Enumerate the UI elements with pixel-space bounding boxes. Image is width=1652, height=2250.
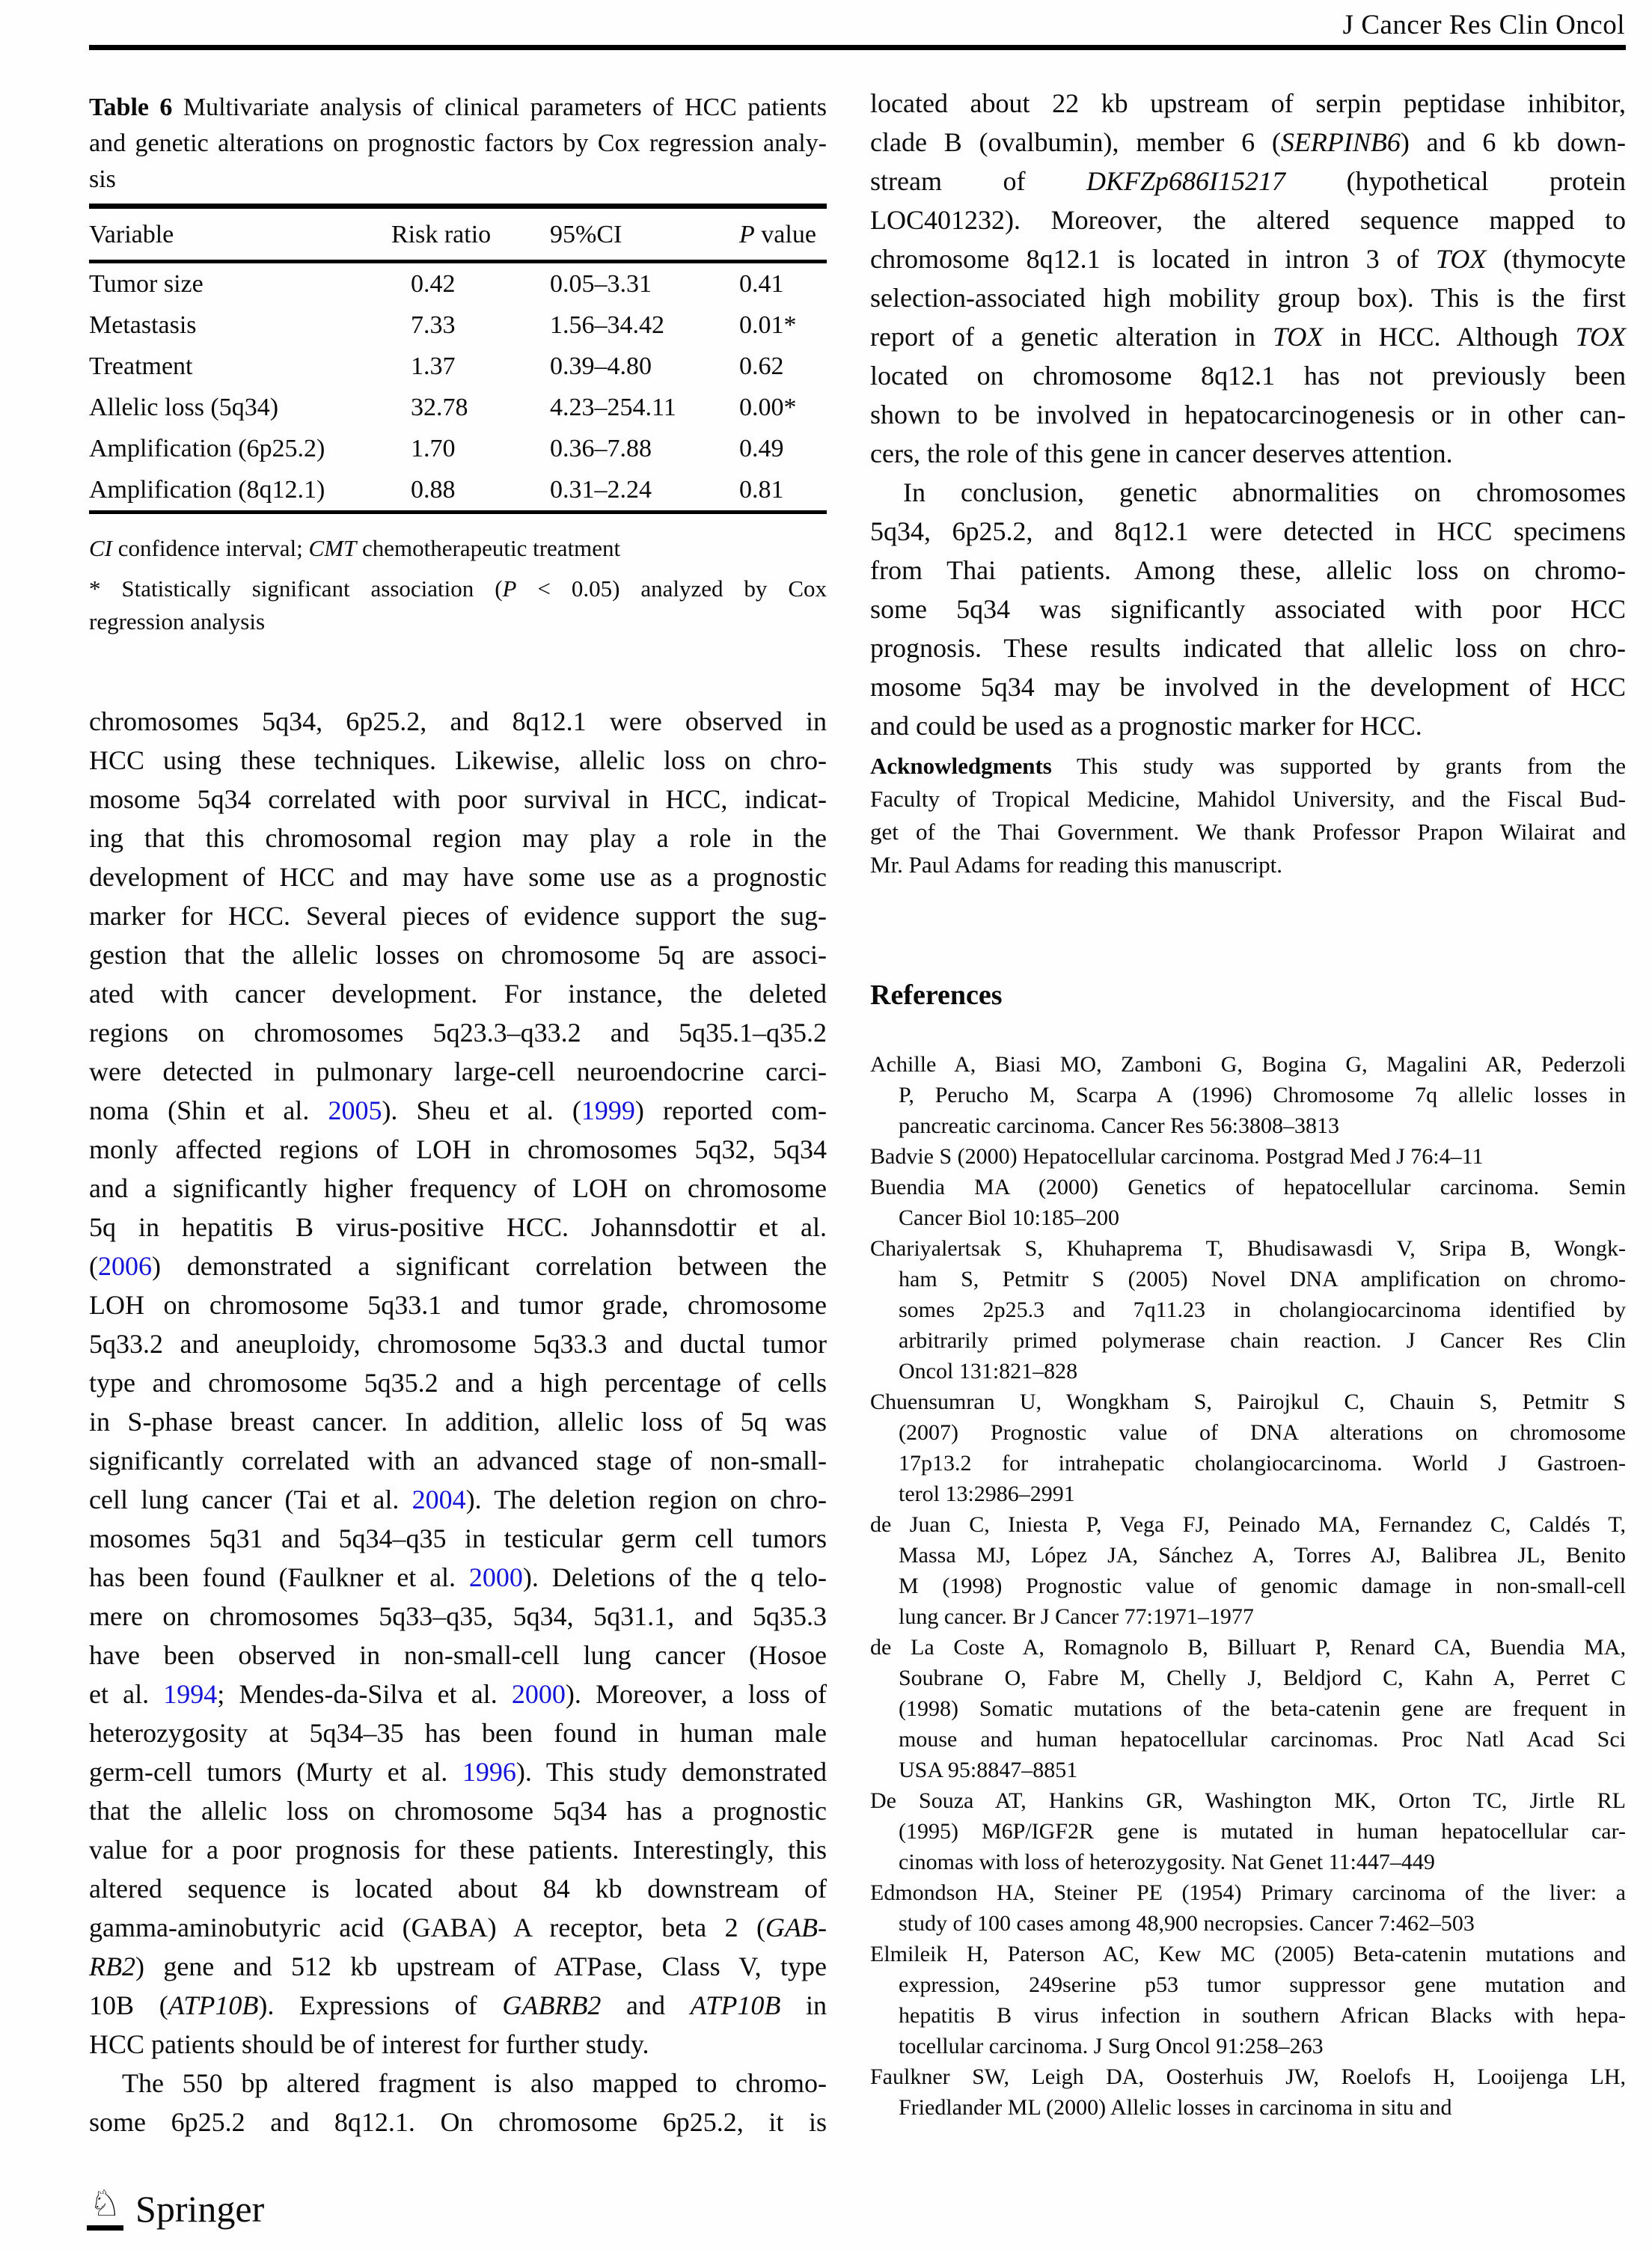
text-line: monly affected regions of LOH in chromosomes 5q32, 5q34 <box>89 1134 827 1164</box>
col-header-p-value: P value <box>739 207 827 262</box>
text-line: Chuensumran U, Wongkham S, Pairojkul C, Chauin S, Petmitr S <box>870 1390 1626 1414</box>
text-line: Oncol 131:821–828 <box>899 1359 1078 1384</box>
reference-item <box>870 1632 1626 1785</box>
table-cell: 0.49 <box>739 434 784 462</box>
text-line: ing that this chromosomal region may play a role in the <box>89 823 827 853</box>
citation-link[interactable]: 2000 <box>468 1562 523 1592</box>
text-line: heterozygosity at 5q34–35 has been found in human male <box>89 1718 827 1748</box>
text-line: prognosis. These results indicated that allelic loss on chro- <box>870 633 1626 663</box>
table-cell: 0.41 <box>739 269 784 298</box>
text-line: somes 2p25.3 and 7q11.23 in cholangiocarcinoma identified by <box>899 1297 1626 1322</box>
text-line: Acknowledgments This study was supported by grants from the <box>870 753 1626 779</box>
text-line: marker for HCC. Several pieces of evidence support the sug- <box>89 901 827 931</box>
table6-header-row <box>89 207 827 262</box>
text-line: located on chromosome 8q12.1 has not previously been <box>870 361 1626 391</box>
text-line: De Souza AT, Hankins GR, Washington MK, Orton TC, Jirtle RL <box>870 1788 1626 1813</box>
table-cell: 0.01* <box>739 311 797 339</box>
text-line: were detected in pulmonary large-cell neuroendocrine carci- <box>89 1057 827 1086</box>
paragraph <box>870 84 1626 473</box>
text-line: ated with cancer development. For instance, the deleted <box>89 979 827 1009</box>
text-line: regression analysis <box>89 608 266 635</box>
text-line: P, Perucho M, Scarpa A (1996) Chromosome 7q allelic losses in <box>899 1083 1626 1107</box>
text-line: Mr. Paul Adams for reading this manuscript. <box>870 852 1283 878</box>
table-cell: Allelic loss (5q34) <box>89 393 279 421</box>
text-line: Massa MJ, López JA, Sánchez A, Torres AJ, Balibrea JL, Benito <box>899 1543 1626 1568</box>
left-column <box>89 90 827 2137</box>
right-column <box>870 84 1626 2120</box>
text-line: development of HCC and may have some use as a prognostic <box>89 862 827 892</box>
text-line: Faulkner SW, Leigh DA, Oosterhuis JW, Roelofs H, Looijenga LH, <box>870 2064 1626 2089</box>
text-line: 5q33.2 and aneuploidy, chromosome 5q33.3 and ductal tumor <box>89 1329 827 1359</box>
text-line: Chariyalertsak S, Khuhaprema T, Bhudisawasdi V, Sripa B, Wongk- <box>870 1236 1626 1261</box>
text-line: 5q in hepatitis B virus-positive HCC. Johannsdottir et al. <box>89 1212 827 1242</box>
text-line: HCC patients should be of interest for further study. <box>89 2029 649 2059</box>
text-line: Faculty of Tropical Medicine, Mahidol University, and the Fiscal Bud- <box>870 786 1626 812</box>
text-line: and a significantly higher frequency of LOH on chromosome <box>89 1173 827 1203</box>
reference-item <box>870 1141 1626 1172</box>
text-line: clade B (ovalbumin), member 6 (SERPINB6) and 6 kb down- <box>870 127 1626 157</box>
text-line: mosome 5q34 correlated with poor survival in HCC, indicat- <box>89 784 827 814</box>
table6-footnote-abbrev: CI confidence interval; CMT chemotherapeutic treatment <box>89 535 621 561</box>
text-line: significantly correlated with an advanced stage of non-small- <box>89 1446 827 1476</box>
text-line: chromosomes 5q34, 6p25.2, and 8q12.1 were observed in <box>89 706 827 736</box>
table-row <box>89 428 827 469</box>
table-cell: 4.23–254.11 <box>550 393 676 421</box>
table-row <box>89 346 827 387</box>
text-line: selection-associated high mobility group box). This is the first <box>870 283 1626 313</box>
table-cell: 0.05–3.31 <box>550 269 652 298</box>
table-cell: 1.37 <box>411 352 456 380</box>
paragraph <box>89 2064 827 2142</box>
table-cell: Metastasis <box>89 311 197 339</box>
header-rule <box>89 45 1626 50</box>
table-cell: 0.88 <box>411 475 456 504</box>
table-row <box>89 262 827 305</box>
text-line: value for a poor prognosis for these patients. Interestingly, this <box>89 1835 827 1865</box>
table-row <box>89 387 827 428</box>
table-cell: Treatment <box>89 352 193 380</box>
text-line: regions on chromosomes 5q23.3–q33.2 and 5q35.1–q35.2 <box>89 1018 827 1048</box>
text-line: located about 22 kb upstream of serpin peptidase inhibitor, <box>870 88 1626 118</box>
table-cell: 7.33 <box>411 311 456 339</box>
citation-link[interactable]: 2004 <box>412 1485 466 1514</box>
text-line: shown to be involved in hepatocarcinogenesis or in other can- <box>870 400 1626 429</box>
col-header-95ci: 95%CI <box>550 207 739 262</box>
text-line: germ-cell tumors (Murty et al. 1996). This study demonstrated <box>89 1757 827 1787</box>
text-line: (2006) demonstrated a significant correlation between the <box>89 1251 827 1281</box>
text-line: and could be used as a prognostic marker for HCC. <box>870 711 1422 741</box>
table-cell: 0.31–2.24 <box>550 475 652 504</box>
citation-link[interactable]: 1994 <box>163 1679 218 1709</box>
reference-item <box>870 1877 1626 1939</box>
text-line: terol 13:2986–2991 <box>899 1482 1075 1506</box>
citation-link[interactable]: 2006 <box>98 1251 152 1281</box>
citation-link[interactable]: 1996 <box>462 1757 516 1787</box>
text-line: Friedlander ML (2000) Allelic losses in carcinoma in situ and <box>899 2095 1452 2120</box>
text-line: ham S, Petmitr S (2005) Novel DNA amplification on chromo- <box>899 1267 1626 1291</box>
table-cell: Amplification (8q12.1) <box>89 475 325 504</box>
citation-link[interactable]: 2005 <box>328 1095 382 1125</box>
text-line: have been observed in non-small-cell lung cancer (Hosoe <box>89 1640 827 1670</box>
table-row <box>89 469 827 513</box>
table-cell: Amplification (6p25.2) <box>89 434 325 462</box>
text-line: HCC using these techniques. Likewise, allelic loss on chro- <box>89 745 827 775</box>
left-body-text <box>89 702 827 2142</box>
text-line: some 6p25.2 and 8q12.1. On chromosome 6p25.2, it is <box>89 2107 827 2137</box>
paragraph <box>89 702 827 2064</box>
text-line: Badvie S (2000) Hepatocellular carcinoma. Postgrad Med J 76:4–11 <box>870 1144 1484 1169</box>
text-line: 5q34, 6p25.2, and 8q12.1 were detected in HCC specimens <box>870 516 1626 546</box>
reference-item <box>870 1387 1626 1509</box>
text-line: has been found (Faulkner et al. 2000). Deletions of the q telo- <box>89 1562 827 1592</box>
text-line: cell lung cancer (Tai et al. 2004). The deletion region on chro- <box>89 1485 827 1514</box>
text-line: LOC401232). Moreover, the altered sequence mapped to <box>870 205 1626 235</box>
text-line: arbitrarily primed polymerase chain reaction. J Cancer Res Clin <box>899 1328 1626 1353</box>
text-line: gamma-aminobutyric acid (GABA) A receptor, beta 2 (GAB- <box>89 1913 827 1942</box>
text-line: (2007) Prognostic value of DNA alterations on chromosome <box>899 1420 1626 1445</box>
text-line: Elmileik H, Paterson AC, Kew MC (2005) Beta-catenin mutations and <box>870 1942 1626 1966</box>
text-line: In conclusion, genetic abnormalities on chromosomes <box>903 477 1626 507</box>
right-body-text <box>870 84 1626 745</box>
acknowledgments <box>870 750 1626 881</box>
text-line: from Thai patients. Among these, allelic loss on chromo- <box>870 555 1626 585</box>
text-line: USA 95:8847–8851 <box>899 1758 1078 1782</box>
text-line: that the allelic loss on chromosome 5q34 has a prognostic <box>89 1796 827 1826</box>
text-line: Buendia MA (2000) Genetics of hepatocellular carcinoma. Semin <box>870 1175 1626 1199</box>
reference-item <box>870 1785 1626 1877</box>
text-line: (1998) Somatic mutations of the beta-catenin gene are frequent in <box>899 1696 1626 1721</box>
text-line: noma (Shin et al. 2005). Sheu et al. (1999) reported com- <box>89 1095 827 1125</box>
text-line: gestion that the allelic losses on chromosome 5q are associ- <box>89 940 827 970</box>
text-line: Table 6 Multivariate analysis of clinical parameters of HCC patients <box>89 94 827 121</box>
springer-knight-icon: ♘ <box>87 2186 123 2231</box>
reference-item <box>870 2061 1626 2123</box>
text-line: get of the Thai Government. We thank Professor Prapon Wilairat and <box>870 819 1626 845</box>
text-line: (1995) M6P/IGF2R gene is mutated in human hepatocellular car- <box>899 1819 1626 1844</box>
text-line: mere on chromosomes 5q33–q35, 5q34, 5q31.1, and 5q35.3 <box>89 1601 827 1631</box>
table-cell: 0.62 <box>739 352 784 380</box>
text-line: mosome 5q34 may be involved in the development of HCC <box>870 672 1626 702</box>
text-line: tocellular carcinoma. J Surg Oncol 91:258–263 <box>899 2034 1324 2058</box>
text-line: stream of DKFZp686I15217 (hypothetical protein <box>870 166 1626 196</box>
table-cell: Tumor size <box>89 269 204 298</box>
text-line: Edmondson HA, Steiner PE (1954) Primary carcinoma of the liver: a <box>870 1880 1626 1905</box>
text-line: 10B (ATP10B). Expressions of GABRB2 and ATP10B in <box>89 1990 827 2020</box>
text-line: cinomas with loss of heterozygosity. Nat Genet 11:447–449 <box>899 1850 1435 1874</box>
text-line: Soubrane O, Fabre M, Chelly J, Beldjord C, Kahn A, Perret C <box>899 1666 1626 1690</box>
text-line: * Statistically significant association (P < 0.05) analyzed by Cox <box>89 575 827 602</box>
text-line: chromosome 8q12.1 is located in intron 3 of TOX (thymocyte <box>870 244 1626 274</box>
table-cell: 0.42 <box>411 269 456 298</box>
text-line: mouse and human hepatocellular carcinomas. Proc Natl Acad Sci <box>899 1727 1626 1752</box>
reference-item <box>870 1049 1626 1141</box>
citation-link[interactable]: 2000 <box>511 1679 566 1709</box>
text-line: hepatitis B virus infection in southern African Blacks with hepa- <box>899 2003 1626 2028</box>
text-line: de Juan C, Iniesta P, Vega FJ, Peinado MA, Fernandez C, Caldés T, <box>870 1512 1626 1537</box>
table-cell: 0.39–4.80 <box>550 352 652 380</box>
text-line: lung cancer. Br J Cancer 77:1971–1977 <box>899 1604 1254 1629</box>
text-line: sis <box>89 165 116 193</box>
references-list <box>870 1049 1626 2123</box>
text-line: some 5q34 was significantly associated with poor HCC <box>870 594 1626 624</box>
text-line: in S-phase breast cancer. In addition, allelic loss of 5q was <box>89 1407 827 1437</box>
text-line: Achille A, Biasi MO, Zamboni G, Bogina G, Magalini AR, Pederzoli <box>870 1052 1626 1077</box>
reference-item <box>870 1172 1626 1233</box>
text-line: RB2) gene and 512 kb upstream of ATPase, Class V, type <box>89 1951 827 1981</box>
table-cell: 0.81 <box>739 475 784 504</box>
text-line: LOH on chromosome 5q33.1 and tumor grade, chromosome <box>89 1290 827 1320</box>
table6-footnote-significance <box>89 572 827 638</box>
table-row <box>89 305 827 346</box>
col-header-variable: Variable <box>89 207 391 262</box>
text-line: The 550 bp altered fragment is also mapped to chromo- <box>122 2068 827 2098</box>
table-cell: 32.78 <box>411 393 468 421</box>
references-heading: References <box>870 979 1003 1011</box>
citation-link[interactable]: 1999 <box>581 1095 635 1125</box>
table-cell: 1.70 <box>411 434 456 462</box>
text-line: et al. 1994; Mendes-da-Silva et al. 2000). Moreover, a loss of <box>89 1679 827 1709</box>
text-line: report of a genetic alteration in TOX in HCC. Although TOX <box>870 322 1626 352</box>
text-line: study of 100 cases among 48,900 necropsies. Cancer 7:462–503 <box>899 1911 1475 1936</box>
table-cell: 0.36–7.88 <box>550 434 652 462</box>
table-cell: 0.00* <box>739 393 797 421</box>
col-header-risk-ratio: Risk ratio <box>391 207 550 262</box>
text-line: Cancer Biol 10:185–200 <box>899 1205 1119 1230</box>
paragraph <box>870 473 1626 745</box>
text-line: pancreatic carcinoma. Cancer Res 56:3808–3813 <box>899 1113 1339 1138</box>
reference-item <box>870 1509 1626 1632</box>
text-line: altered sequence is located about 84 kb downstream of <box>89 1874 827 1904</box>
text-line: de La Coste A, Romagnolo B, Billuart P, Renard CA, Buendia MA, <box>870 1635 1626 1660</box>
text-line: and genetic alterations on prognostic factors by Cox regression analy- <box>89 129 827 157</box>
publisher-footer <box>87 2186 264 2231</box>
publisher-name: Springer <box>135 2188 265 2230</box>
text-line: M (1998) Prognostic value of genomic damage in non-small-cell <box>899 1574 1626 1598</box>
table6 <box>89 204 827 514</box>
text-line: cers, the role of this gene in cancer deserves attention. <box>870 438 1453 468</box>
table6-block <box>89 90 827 638</box>
text-line: type and chromosome 5q35.2 and a high percentage of cells <box>89 1368 827 1398</box>
text-line: expression, 249serine p53 tumor suppressor gene mutation and <box>899 1972 1626 1997</box>
text-line: 17p13.2 for intrahepatic cholangiocarcinoma. World J Gastroen- <box>899 1451 1626 1476</box>
text-line: mosomes 5q31 and 5q34–q35 in testicular germ cell tumors <box>89 1523 827 1553</box>
reference-item <box>870 1233 1626 1387</box>
journal-header: J Cancer Res Clin Oncol <box>1342 10 1625 40</box>
reference-item <box>870 1939 1626 2061</box>
table6-caption <box>89 90 827 198</box>
table-cell: 1.56–34.42 <box>550 311 664 339</box>
